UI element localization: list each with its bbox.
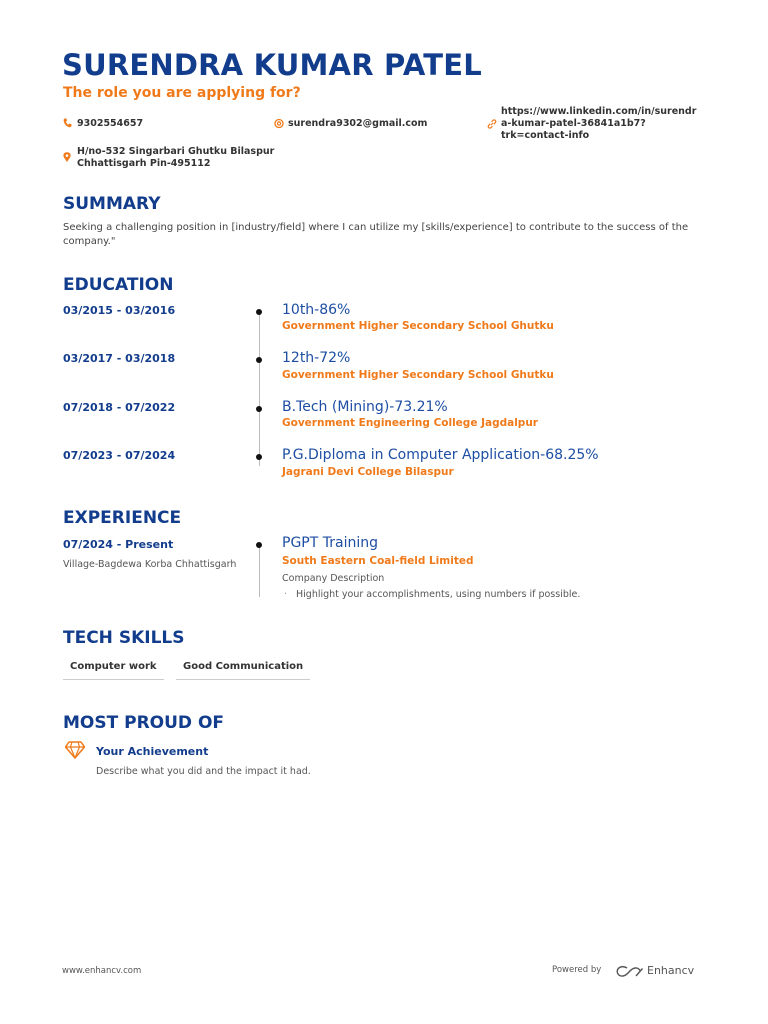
education-dates: 07/2023 - 07/2024 (63, 449, 176, 462)
experience-dates: 07/2024 - Present (63, 538, 174, 551)
powered-by-label: Powered by (552, 965, 602, 975)
brand-name: Enhancv (647, 964, 695, 977)
achievement-description: Describe what you did and the impact it had. (96, 766, 311, 777)
phone-number: 9302554657 (77, 118, 144, 129)
education-school: Government Engineering College Jagdalpur (282, 417, 538, 429)
education-school: Jagrani Devi College Bilaspur (282, 466, 454, 478)
enhancv-logo (616, 964, 644, 978)
footer-website[interactable]: www.enhancv.com (62, 966, 142, 976)
timeline-dot (256, 357, 262, 363)
location-pin-icon (63, 152, 73, 164)
bullet-marker: · (284, 589, 288, 600)
summary-text: Seeking a challenging position in [industry/field] where I can utilize my [skills/experience] to contribute to the success of the company." (63, 222, 689, 247)
diamond-icon (65, 741, 85, 759)
education-heading: EDUCATION (63, 275, 174, 295)
education-title: P.G.Diploma in Computer Application-68.25% (282, 447, 599, 463)
timeline-dot (256, 542, 262, 548)
education-title: 10th-86% (282, 302, 351, 318)
timeline-dot (256, 309, 262, 315)
at-icon (274, 118, 284, 130)
education-dates: 07/2018 - 07/2022 (63, 401, 176, 414)
achievement-title: Your Achievement (96, 745, 209, 758)
education-timeline (259, 312, 260, 466)
timeline-dot (256, 454, 262, 460)
experience-location: Village-Bagdewa Korba Chhattisgarh (63, 559, 237, 570)
education-school: Government Higher Secondary School Ghutku (282, 320, 554, 332)
experience-timeline (259, 545, 260, 597)
email-address[interactable]: surendra9302@gmail.com (288, 118, 428, 129)
company-description: Company Description (282, 573, 385, 584)
experience-bullet: Highlight your accomplishments, using numbers if possible. (296, 589, 581, 600)
skill-tag: Good Communication (176, 658, 310, 680)
linkedin-url-line-1[interactable]: https://www.linkedin.com/in/surendr (501, 106, 697, 117)
address-line-2: Chhattisgarh Pin-495112 (77, 158, 211, 169)
skills-heading: TECH SKILLS (63, 628, 185, 648)
contact-address (63, 146, 283, 172)
education-title: 12th-72% (282, 350, 351, 366)
address-line-1: H/no-532 Singarbari Ghutku Bilaspur (77, 146, 275, 157)
education-dates: 03/2017 - 03/2018 (63, 352, 176, 365)
experience-heading: EXPERIENCE (63, 508, 182, 528)
job-role: The role you are applying for? (63, 85, 301, 101)
contact-linkedin[interactable] (487, 106, 697, 144)
timeline-dot (256, 406, 262, 412)
contact-phone (63, 118, 243, 130)
linkedin-url-line-3[interactable]: trk=contact-info (501, 130, 590, 141)
phone-icon (63, 118, 73, 130)
skill-tag: Computer work (63, 658, 164, 680)
candidate-name: SURENDRA KUMAR PATEL (62, 48, 482, 82)
education-school: Government Higher Secondary School Ghutku (282, 369, 554, 381)
link-icon (487, 119, 497, 131)
linkedin-url-line-2[interactable]: a-kumar-patel-36841a1b7? (501, 118, 646, 129)
summary-heading: SUMMARY (63, 194, 161, 214)
experience-title: PGPT Training (282, 535, 378, 551)
education-title: B.Tech (Mining)-73.21% (282, 399, 448, 415)
experience-company: South Eastern Coal-field Limited (282, 555, 474, 567)
contact-email[interactable] (274, 118, 474, 130)
education-dates: 03/2015 - 03/2016 (63, 304, 176, 317)
proud-heading: MOST PROUD OF (63, 713, 225, 733)
